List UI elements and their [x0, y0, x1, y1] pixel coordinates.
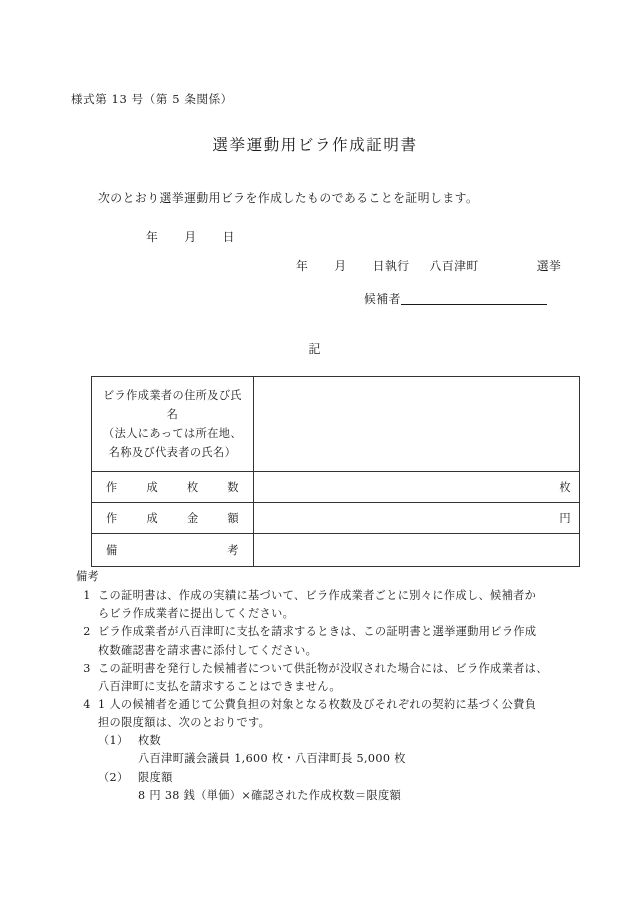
list-item: [76, 696, 576, 732]
date-blank-line: [146, 228, 235, 245]
note-line: ビラ作成業者が八百津町に支払を請求するときは、この証明書と選挙運動用ビラ作成: [98, 625, 537, 639]
certificate-table: [91, 376, 580, 567]
sub-item-number: （2）: [98, 770, 129, 784]
created-count-label-char-1: 作: [106, 481, 118, 494]
sub-item-label: 枚数: [138, 734, 162, 748]
printer-address-value-cell[interactable]: [254, 377, 580, 472]
created-count-label-char-2: 成: [146, 481, 159, 494]
created-amount-value-cell[interactable]: [254, 503, 580, 534]
candidate-name-field[interactable]: [401, 291, 547, 305]
election-line: [296, 257, 561, 274]
remarks-label-cell: [92, 534, 254, 567]
note-line: らビラ作成業者に提出してください。: [98, 607, 295, 621]
note-number: 2: [83, 625, 91, 639]
election-year-label: 年: [296, 259, 309, 273]
created-count-label-char-4: 数: [227, 481, 239, 494]
note-line: 八百津町に支払を請求することはできません。: [98, 679, 341, 693]
printer-address-label-line1: ビラ作成業者の住所及び氏名: [102, 388, 243, 421]
note-body: [98, 660, 576, 696]
date-month-label: 月: [184, 230, 197, 244]
created-amount-unit: 円: [559, 512, 571, 525]
sub-item-detail: 八百津町議会議員 1,600 枚・八百津町長 5,000 枚: [138, 752, 406, 766]
remarks-value-cell[interactable]: [254, 534, 580, 567]
printer-address-label-line2: （法人にあっては所在地、: [103, 427, 242, 440]
list-item: [76, 660, 576, 696]
note-body: [98, 696, 576, 732]
remarks-section: [76, 568, 576, 805]
created-count-label-cell: [92, 472, 254, 503]
printer-address-label-line3: 名称及び代表者の氏名）: [108, 446, 237, 460]
election-month-label: 月: [334, 259, 347, 273]
list-item: [98, 732, 576, 750]
created-amount-label-char-4: 額: [227, 512, 239, 525]
table-row: [92, 534, 580, 567]
table-row: [92, 503, 580, 534]
form-number: 様式第 13 号（第 5 条関係）: [71, 92, 233, 106]
date-year-label: 年: [146, 230, 159, 244]
note-line: 担の限度額は、次のとおりです。: [98, 716, 271, 730]
note-number: 1: [83, 589, 91, 603]
list-item: [76, 587, 576, 623]
intro-sentence: 次のとおり選挙運動用ビラを作成したものであることを証明します。: [98, 191, 479, 205]
candidate-line: [364, 290, 547, 307]
remarks-label-char-2: 考: [227, 544, 239, 557]
sub-item-number: （1）: [98, 734, 129, 748]
note-line: 枚数確認書を請求書に添付してください。: [98, 643, 318, 657]
remarks-heading: 備考: [76, 570, 100, 583]
note-number: 4: [83, 697, 91, 711]
municipality-label: 八百津町: [429, 259, 479, 273]
sub-item-label: 限度額: [138, 770, 173, 784]
ki-marker: 記: [308, 342, 322, 356]
page-title: 選挙運動用ビラ作成証明書: [212, 136, 418, 154]
printer-address-label-cell: [92, 377, 254, 472]
created-amount-label-char-2: 成: [146, 512, 159, 525]
table-row: [92, 472, 580, 503]
note-number: 3: [83, 661, 91, 675]
sub-item-detail: 8 円 38 銭（単価）×確認された作成枚数＝限度額: [138, 788, 402, 802]
election-type-label: 選挙: [536, 259, 562, 273]
note-body: [98, 587, 576, 623]
created-amount-label-char-1: 作: [106, 512, 118, 525]
date-day-label: 日: [222, 230, 235, 244]
created-amount-label-cell: [92, 503, 254, 534]
created-count-unit: 枚: [559, 481, 571, 494]
note-line: この証明書は、作成の実績に基づいて、ビラ作成業者ごとに別々に作成し、候補者か: [98, 589, 537, 603]
table-row: [92, 377, 580, 472]
created-amount-label-char-3: 金: [186, 512, 199, 525]
remarks-label-char-1: 備: [106, 544, 118, 557]
note-line: 1 人の候補者を通じて公費負担の対象となる枚数及びそれぞれの契約に基づく公費負: [98, 697, 537, 711]
note-body: [98, 623, 576, 659]
candidate-label: 候補者: [364, 292, 401, 306]
election-day-exec-label: 日執行: [372, 259, 410, 273]
created-count-label-char-3: 枚: [186, 481, 199, 494]
list-item: [76, 623, 576, 659]
created-count-value-cell[interactable]: [254, 472, 580, 503]
list-item: [98, 769, 576, 787]
note-line: この証明書を発行した候補者について供託物が没収された場合には、ビラ作成業者は、: [98, 661, 548, 675]
